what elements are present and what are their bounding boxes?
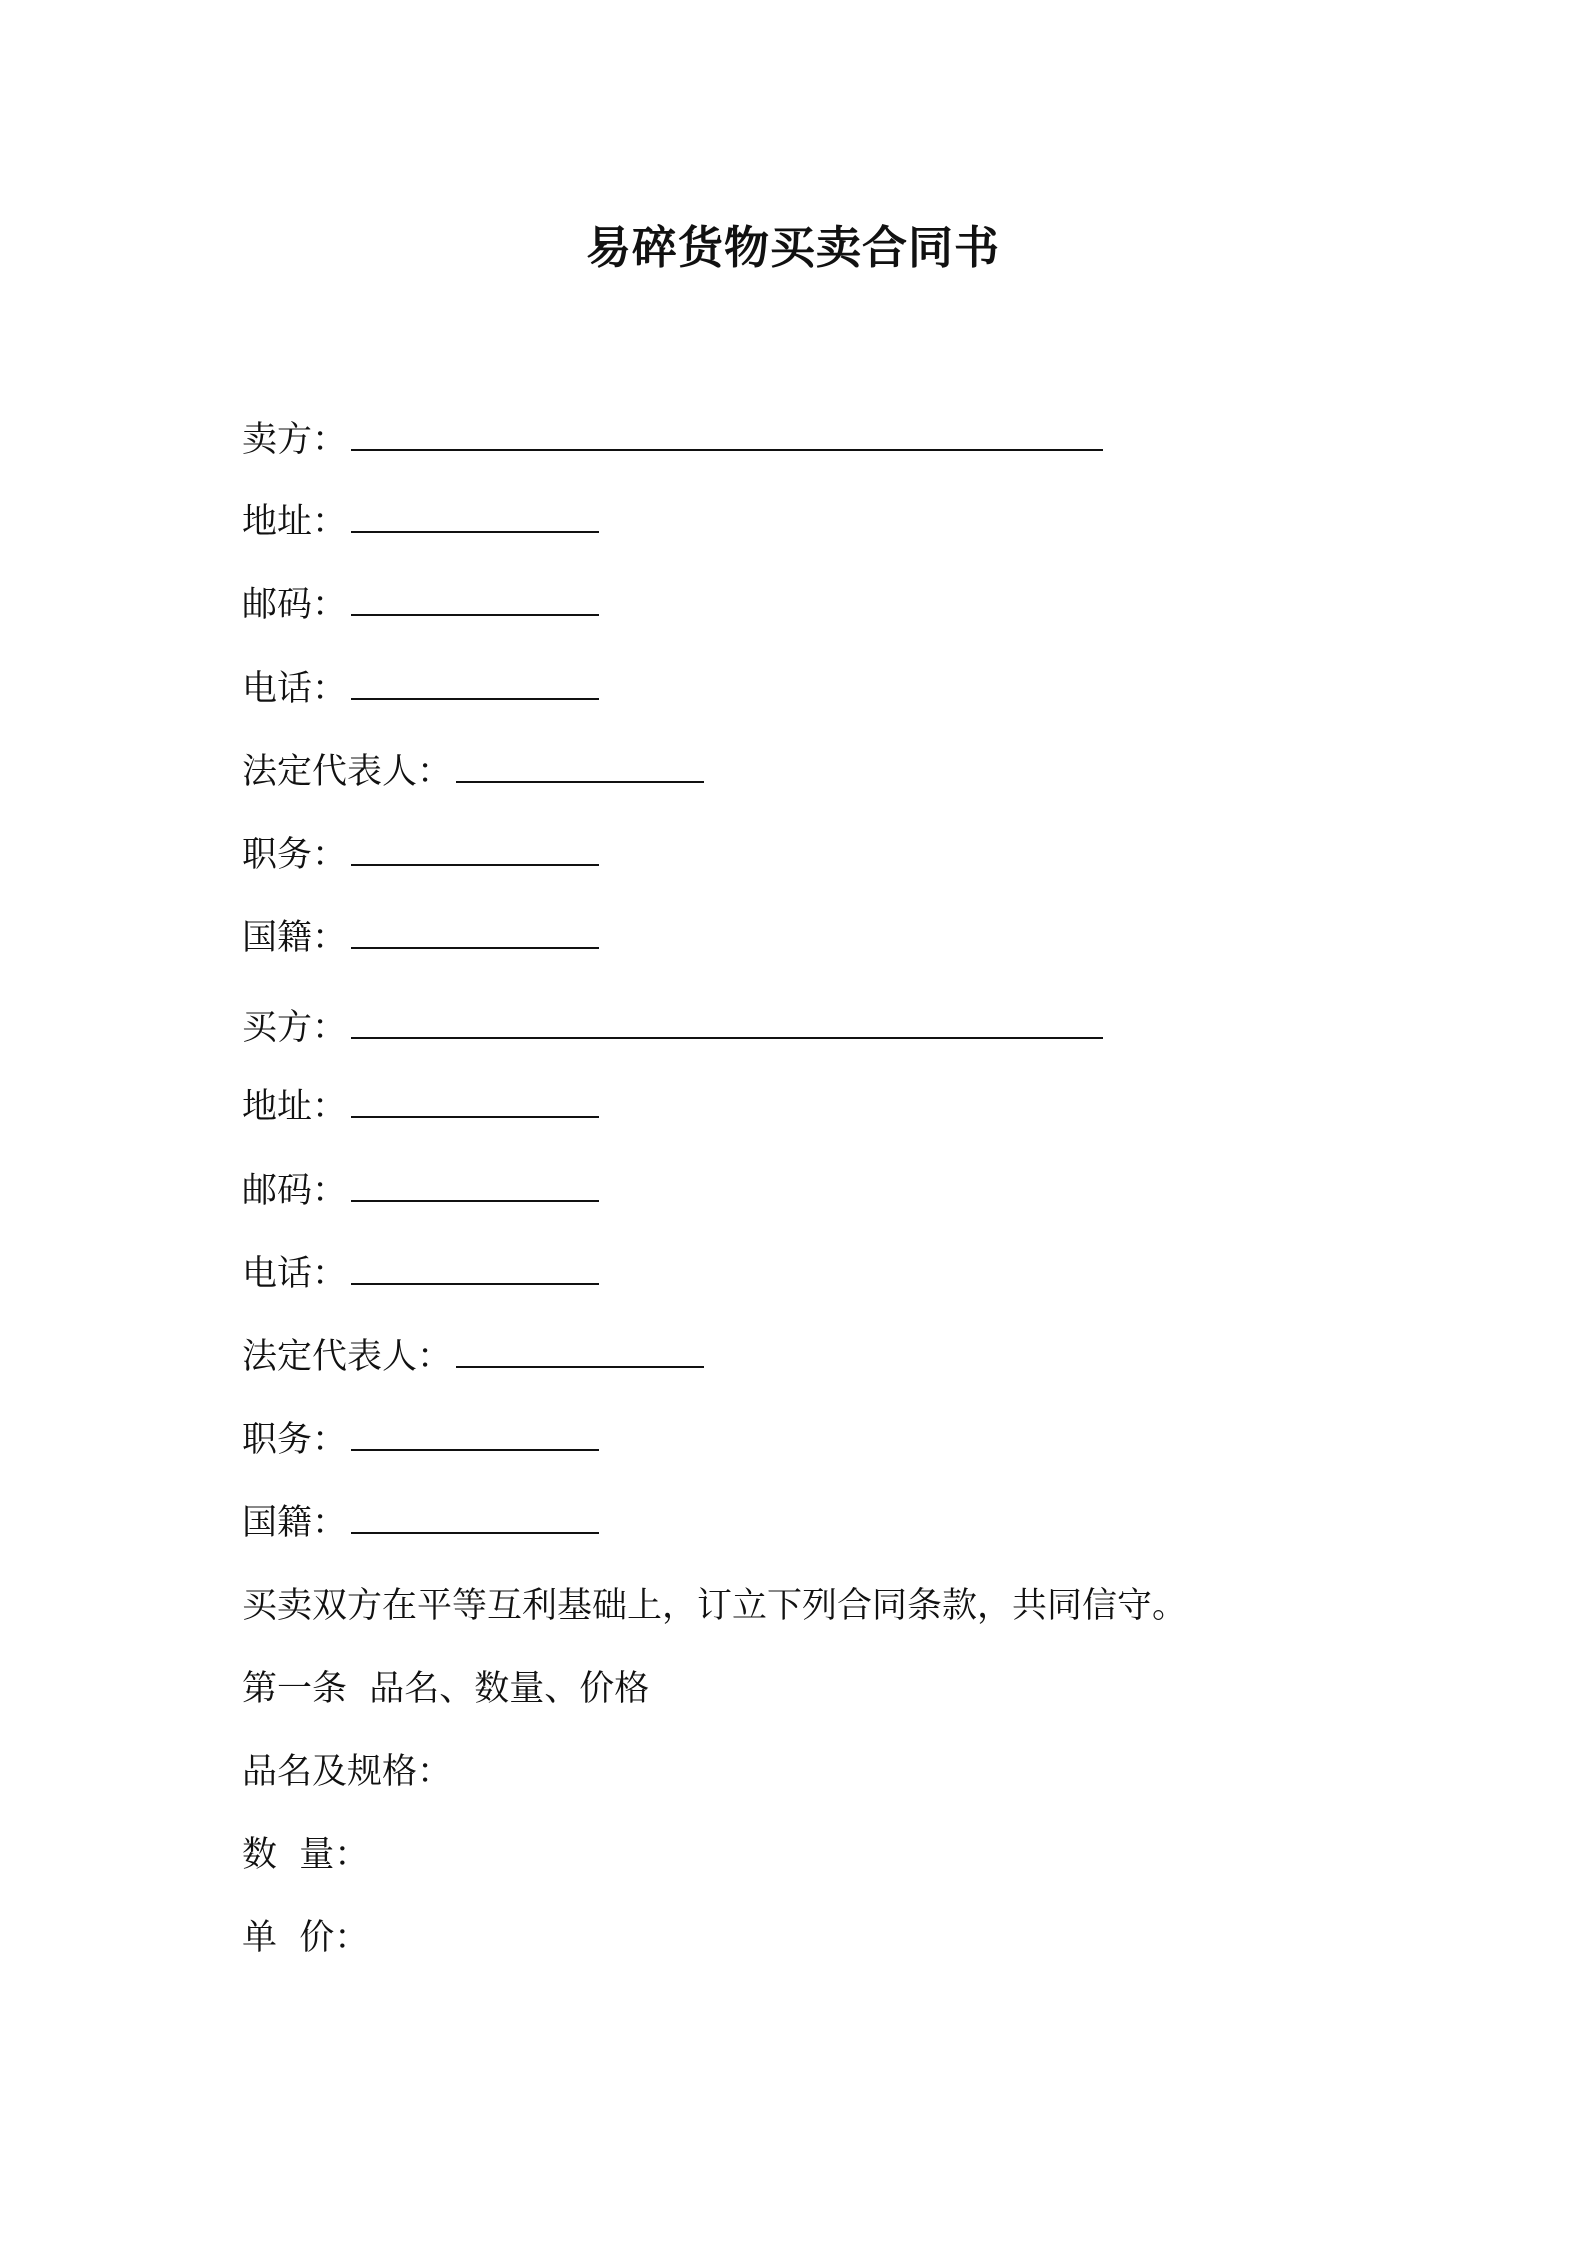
quantity-line	[242, 1830, 369, 1880]
buyer-legal-rep-label: 法定代表人：	[242, 1337, 453, 1377]
buyer-nationality-blank[interactable]	[351, 1531, 599, 1534]
article-1-heading-text: 第一条 品名、数量、价格	[242, 1669, 650, 1709]
seller-party-blank[interactable]	[351, 448, 1103, 451]
seller-address-blank[interactable]	[351, 530, 599, 533]
buyer-legal-rep-blank[interactable]	[456, 1365, 704, 1368]
seller-legal-rep-line	[242, 747, 704, 797]
buyer-address-line	[242, 1082, 599, 1132]
seller-address-line	[242, 497, 599, 547]
seller-nationality-line	[242, 913, 599, 963]
buyer-position-line	[242, 1415, 599, 1465]
buyer-nationality-line	[242, 1498, 599, 1548]
contract-intro: 买卖双方在平等互利基础上，订立下列合同条款，共同信守。	[242, 1586, 1188, 1626]
seller-position-label: 职务：	[242, 835, 348, 875]
seller-address-label: 地址：	[242, 502, 348, 542]
buyer-position-label: 职务：	[242, 1420, 348, 1460]
unit-price-label: 单 价：	[242, 1918, 370, 1958]
buyer-position-blank[interactable]	[351, 1448, 599, 1451]
seller-phone-line	[242, 664, 599, 714]
product-spec-line	[242, 1747, 452, 1797]
seller-party-label: 卖方：	[242, 420, 348, 460]
seller-position-blank[interactable]	[351, 863, 599, 866]
seller-postcode-label: 邮码：	[242, 585, 348, 625]
seller-postcode-line	[242, 580, 599, 630]
seller-position-line	[242, 830, 599, 880]
seller-postcode-blank[interactable]	[351, 613, 599, 616]
unit-price-line	[242, 1913, 369, 1963]
buyer-phone-blank[interactable]	[351, 1282, 599, 1285]
product-spec-label: 品名及规格：	[242, 1752, 453, 1792]
quantity-label: 数 量：	[242, 1835, 370, 1875]
article-1-heading	[242, 1664, 649, 1714]
buyer-address-blank[interactable]	[351, 1115, 599, 1118]
seller-legal-rep-blank[interactable]	[456, 780, 704, 783]
buyer-legal-rep-line	[242, 1332, 704, 1382]
buyer-postcode-line	[242, 1166, 599, 1216]
buyer-postcode-label: 邮码：	[242, 1171, 348, 1211]
seller-nationality-blank[interactable]	[351, 946, 599, 949]
buyer-phone-label: 电话：	[242, 1254, 348, 1294]
document-title: 易碎货物买卖合同书	[585, 221, 1000, 274]
seller-legal-rep-label: 法定代表人：	[242, 752, 453, 792]
buyer-phone-line	[242, 1249, 599, 1299]
buyer-address-label: 地址：	[242, 1087, 348, 1127]
buyer-party-label: 买方：	[242, 1008, 348, 1048]
seller-phone-blank[interactable]	[351, 697, 599, 700]
buyer-party-line	[242, 1003, 1103, 1053]
seller-phone-label: 电话：	[242, 669, 348, 709]
buyer-party-blank[interactable]	[351, 1036, 1103, 1039]
seller-nationality-label: 国籍：	[242, 918, 348, 958]
buyer-postcode-blank[interactable]	[351, 1199, 599, 1202]
seller-party-line	[242, 415, 1103, 465]
buyer-nationality-label: 国籍：	[242, 1503, 348, 1543]
